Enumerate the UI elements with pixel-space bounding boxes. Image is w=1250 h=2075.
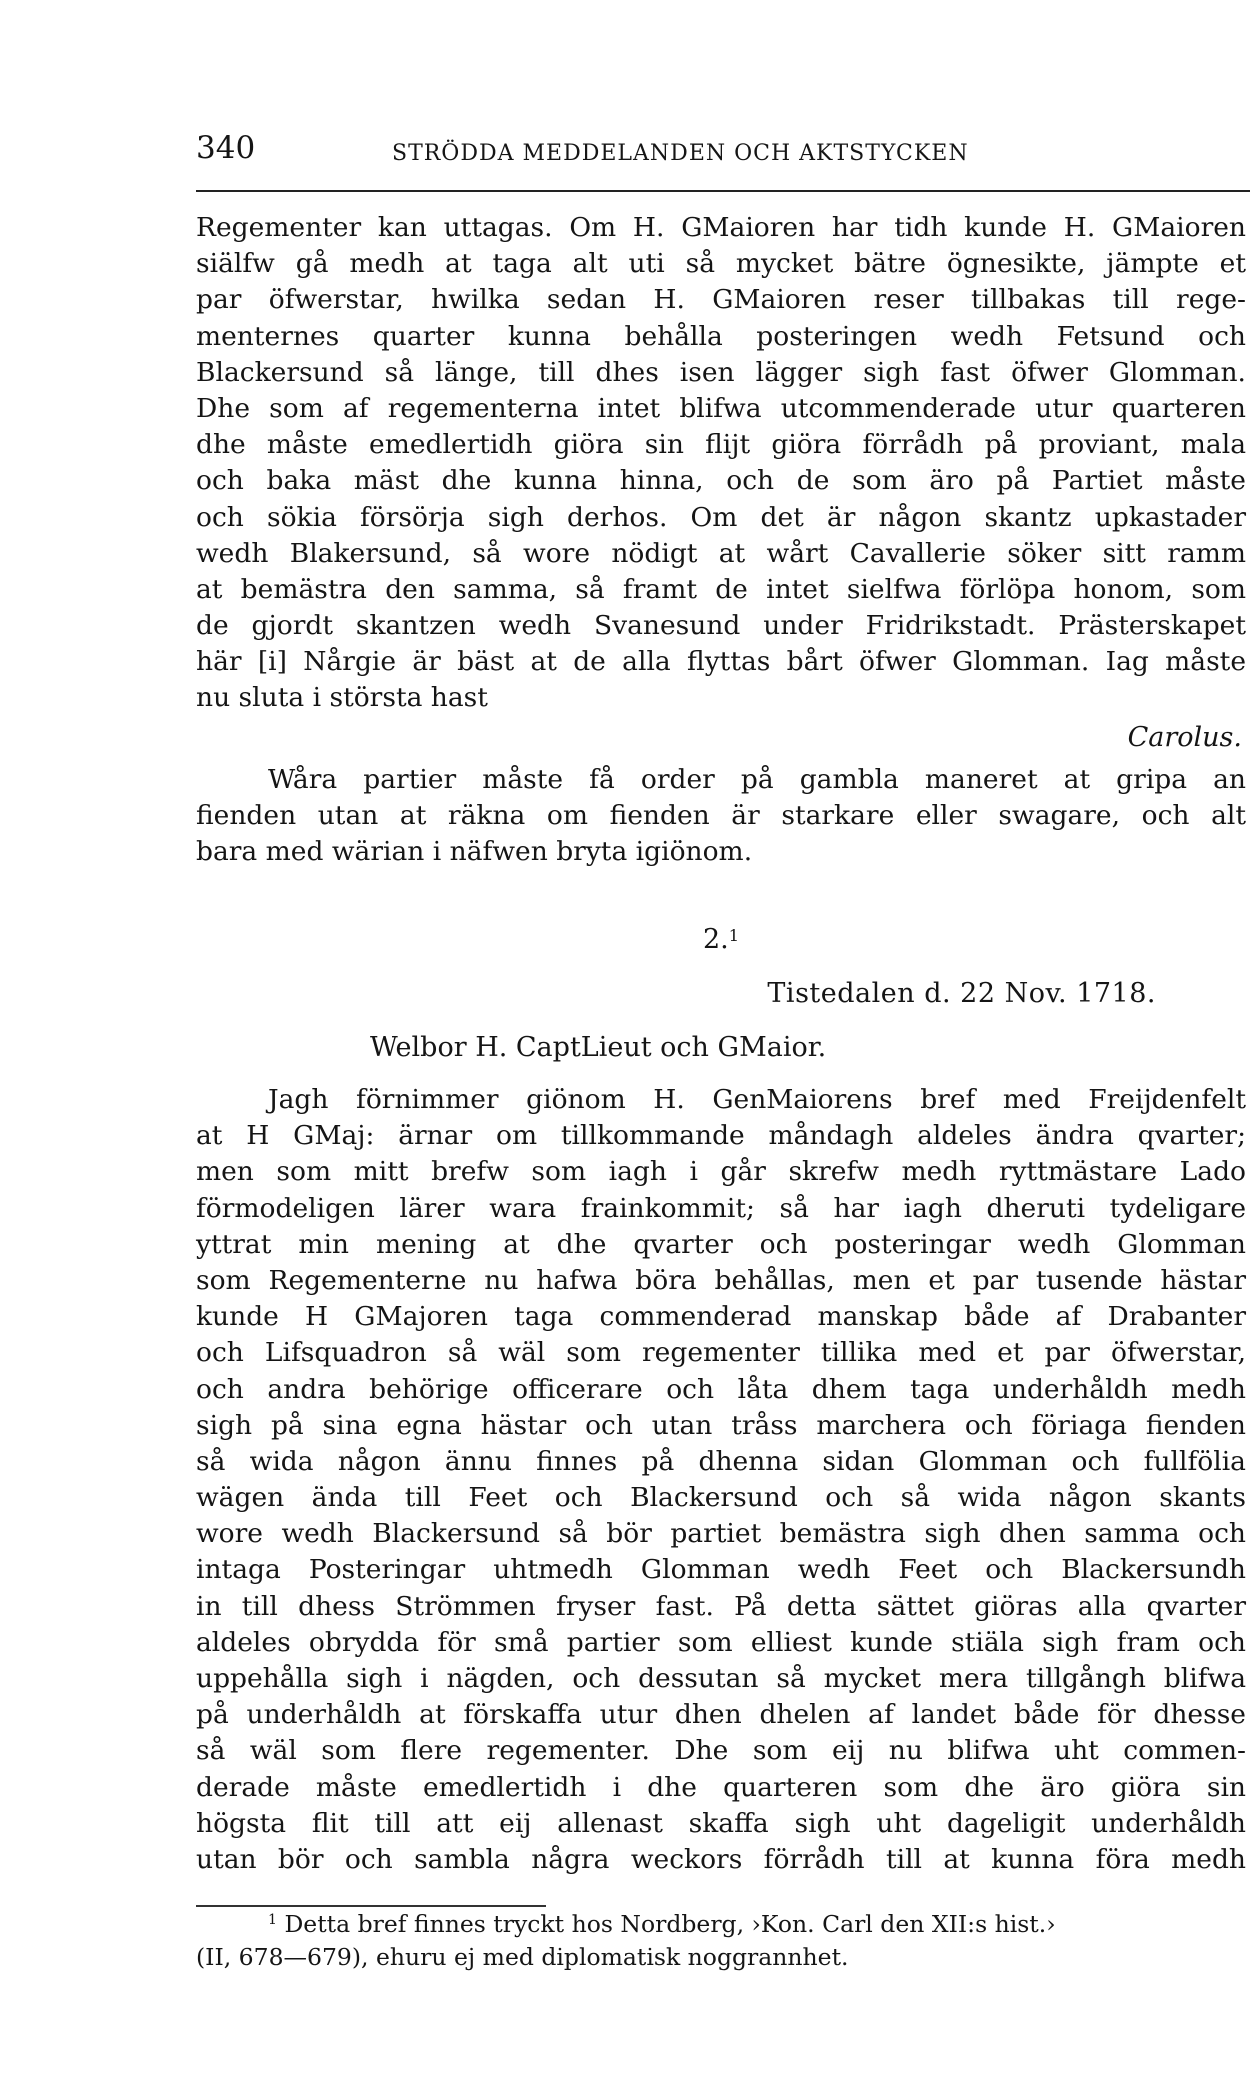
footnote-line: (II, 678—679), ehuru ej med diplomatisk noggrannhet. [196,1943,849,1971]
letter-1-signature [196,718,1246,758]
footnote-line: $^1$ Detta bref finnes tryckt hos Nordberg, ›Kon. Carl den XII:s hist.› [268,1910,1056,1938]
place-date: Tistedalen d. 22 Nov. 1718. [767,978,1156,1009]
text-line: par öfwerstar, hwilka sedan H. GMaioren reser tillbakas till rege- [196,284,1246,316]
text-line: Wåra partier måste få order på gambla maneret at gripa an [268,764,1246,795]
letter-2-place-date [196,974,1246,1014]
text-line: in till dhess Strömmen fryser fast. På detta sättet giöras alla qvarter [196,1590,1246,1622]
text-line: här [i] Nårgie är bäst at de alla flyttas bårt öfwer Glomman. Iag måste [196,646,1246,678]
text-line: utan bör och sambla några weckors förrådh till at kunna föra medh [196,1843,1246,1875]
footnote-rule [196,1905,546,1907]
text-line: och baka mäst dhe kunna hinna, och de som äro på Partiet måste [196,465,1246,497]
text-line: som Regementerne nu hafwa böra behållas, men et par tusende hästar [196,1264,1246,1296]
text-line: förmodeligen lärer wara frainkommit; så har iagh dheruti tydeligare [196,1192,1246,1224]
text-line: Regementer kan uttagas. Om H. GMaioren har tidh kunde H. GMaioren [196,212,1246,243]
letter-2-address [196,1028,1246,1068]
section-number: 2.$^1$ [702,924,740,955]
letter-1-postscript [196,762,1246,871]
text-line: högsta flit till att eij allenast skaffa sigh uht dageligit underhåldh [196,1807,1246,1839]
text-line: nu sluta i största hast [196,682,488,714]
letter-1-body [196,210,1246,717]
text-line: wedh Blakersund, så wore nödigt at wårt Cavallerie söker sitt ramm [196,537,1246,569]
text-line: menternes quarter kunna behålla posteringen wedh Fetsund och [196,320,1246,352]
signature: Carolus. [1127,722,1242,753]
letter-2-body [196,1082,1246,1878]
text-line: siälfw gå medh at taga alt uti så mycket bätre ögnesikte, jämpte et [196,248,1246,280]
text-line: sigh på sina egna hästar och utan tråss marchera och föriaga fienden [196,1409,1246,1441]
text-line: så wäl som flere regementer. Dhe som eij nu blifwa uht commen- [196,1735,1246,1767]
text-line: derade måste emedlertidh i dhe quarteren som dhe äro giöra sin [196,1771,1246,1803]
text-line: wore wedh Blackersund så bör partiet bemästra sigh dhen samma och [196,1518,1246,1550]
text-line: at bemästra den samma, så framt de intet sielfwa förlöpa honom, som [196,573,1246,605]
letter-2-number [196,920,1246,960]
page-number: 340 [196,130,256,166]
text-line: Jagh förnimmer giönom H. GenMaiorens bref med Freijdenfelt [268,1084,1246,1115]
footnote [196,1908,1196,1974]
text-line: men som mitt brefw som iagh i går skrefw medh ryttmästare Lado [196,1156,1246,1188]
text-line: dhe måste emedlertidh giöra sin flijt giöra förrådh på proviant, mala [196,429,1246,461]
text-line: på underhåldh at förskaffa utur dhen dhelen af landet både för dhesse [196,1699,1246,1731]
text-line: fienden utan at räkna om fienden är starkare eller swagare, och alt [196,800,1246,832]
text-line: aldeles obrydda för små partier som elliest kunde stiäla sigh fram och [196,1626,1246,1658]
text-line: uppehålla sigh i nägden, och dessutan så mycket mera tillgångh blifwa [196,1663,1246,1694]
salutation: Welbor H. CaptLieut och GMaior. [370,1032,827,1063]
text-line: och sökia försörja sigh derhos. Om det är någon skantz upkastader [196,501,1246,533]
text-line: bara med wärian i näfwen bryta igiönom. [196,836,753,868]
text-line: så wida någon ännu finnes på dhenna sidan Glomman och fullfölia [196,1445,1246,1477]
text-line: de gjordt skantzen wedh Svanesund under Fridrikstadt. Prästerskapet [196,610,1246,642]
text-line: Dhe som af regementerna intet blifwa utcommenderade utur quarteren [196,392,1246,424]
page-header [196,130,1246,170]
footnote-mark: 1 [268,1912,277,1928]
header-rule [196,190,1250,192]
text-line: intaga Posteringar uhtmedh Glomman wedh Feet och Blackersundh [196,1554,1246,1586]
text-line: och Lifsquadron så wäl som regementer tillika med et par öfwerstar, [196,1337,1246,1369]
footnote-ref: 1 [728,926,740,945]
running-title: STRÖDDA MEDDELANDEN OCH AKTSTYCKEN [392,141,969,166]
text-line: yttrat min mening at dhe qvarter och posteringar wedh Glomman [196,1228,1246,1260]
text-line: och andra behörige officerare och låta dhem taga underhåldh medh [196,1373,1246,1405]
text-line: wägen ända till Feet och Blackersund och så wida någon skants [196,1482,1246,1514]
text-line: at H GMaj: ärnar om tillkommande måndagh aldeles ändra qvarter; [196,1120,1246,1152]
text-line: Blackersund så länge, till dhes isen lägger sigh fast öfwer Glomman. [196,356,1246,388]
text-line: kunde H GMajoren taga commenderad manskap både af Drabanter [196,1301,1246,1333]
